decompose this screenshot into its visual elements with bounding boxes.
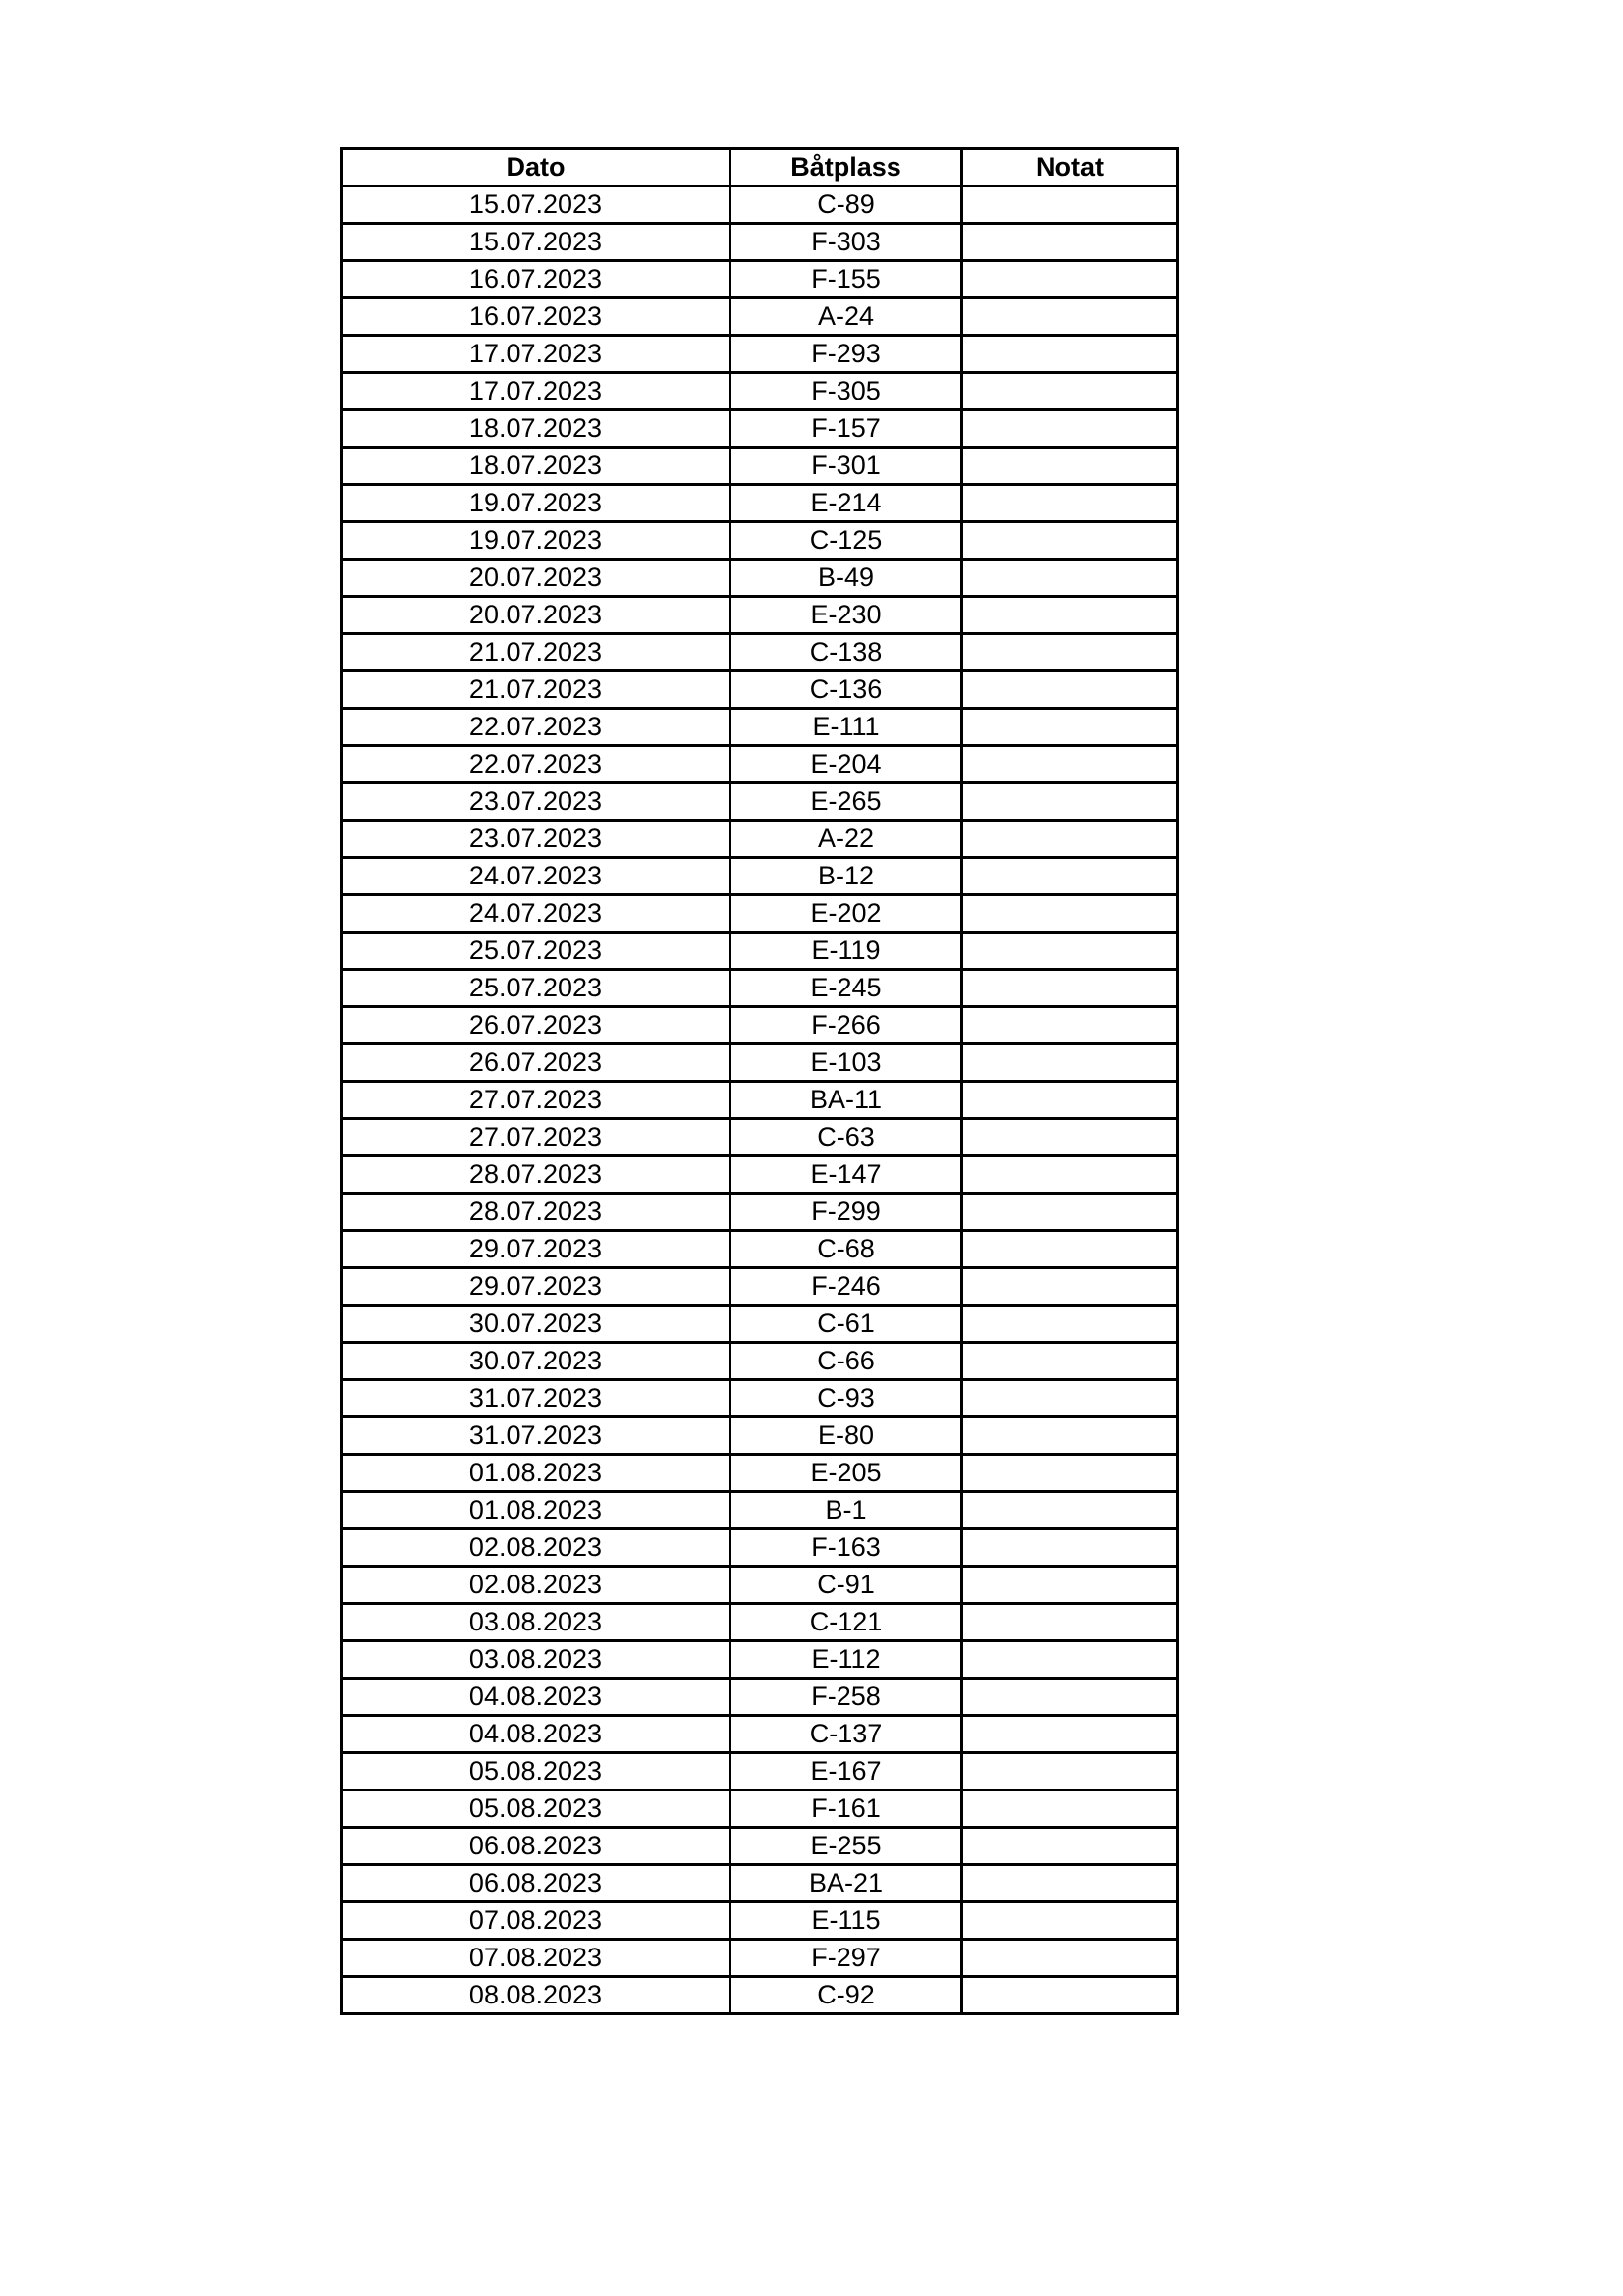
table-row bbox=[342, 1790, 1178, 1828]
cell-batplass: E-147 bbox=[730, 1156, 962, 1194]
cell-dato: 31.07.2023 bbox=[342, 1380, 730, 1417]
table-row bbox=[342, 634, 1178, 671]
table-row bbox=[342, 522, 1178, 560]
table-row bbox=[342, 1716, 1178, 1753]
table-row bbox=[342, 597, 1178, 634]
cell-notat bbox=[962, 187, 1178, 224]
cell-batplass: C-89 bbox=[730, 187, 962, 224]
cell-notat bbox=[962, 1306, 1178, 1343]
cell-batplass: F-161 bbox=[730, 1790, 962, 1828]
cell-batplass: F-163 bbox=[730, 1529, 962, 1567]
cell-batplass: E-204 bbox=[730, 746, 962, 783]
cell-batplass: F-301 bbox=[730, 448, 962, 485]
cell-dato: 16.07.2023 bbox=[342, 298, 730, 336]
cell-batplass: F-305 bbox=[730, 373, 962, 410]
cell-batplass: BA-11 bbox=[730, 1082, 962, 1119]
cell-batplass: C-92 bbox=[730, 1977, 962, 2014]
cell-batplass: A-22 bbox=[730, 821, 962, 858]
cell-batplass: B-12 bbox=[730, 858, 962, 895]
table-row bbox=[342, 1865, 1178, 1902]
cell-notat bbox=[962, 1679, 1178, 1716]
cell-dato: 31.07.2023 bbox=[342, 1417, 730, 1455]
schedule-table bbox=[340, 147, 1179, 2015]
cell-batplass: E-202 bbox=[730, 895, 962, 933]
table-row bbox=[342, 448, 1178, 485]
table-row bbox=[342, 1343, 1178, 1380]
cell-dato: 22.07.2023 bbox=[342, 709, 730, 746]
cell-notat bbox=[962, 1455, 1178, 1492]
table-row bbox=[342, 298, 1178, 336]
cell-notat bbox=[962, 373, 1178, 410]
table-row bbox=[342, 1007, 1178, 1044]
cell-dato: 18.07.2023 bbox=[342, 448, 730, 485]
cell-batplass: C-91 bbox=[730, 1567, 962, 1604]
cell-batplass: E-214 bbox=[730, 485, 962, 522]
cell-batplass: F-246 bbox=[730, 1268, 962, 1306]
table-row bbox=[342, 1679, 1178, 1716]
cell-dato: 24.07.2023 bbox=[342, 858, 730, 895]
cell-batplass: C-136 bbox=[730, 671, 962, 709]
table-row bbox=[342, 1156, 1178, 1194]
table-row bbox=[342, 858, 1178, 895]
cell-notat bbox=[962, 1828, 1178, 1865]
cell-dato: 19.07.2023 bbox=[342, 522, 730, 560]
table-row bbox=[342, 895, 1178, 933]
cell-notat bbox=[962, 1417, 1178, 1455]
cell-dato: 05.08.2023 bbox=[342, 1790, 730, 1828]
cell-batplass: C-63 bbox=[730, 1119, 962, 1156]
cell-notat bbox=[962, 1492, 1178, 1529]
table-row bbox=[342, 560, 1178, 597]
cell-batplass: E-265 bbox=[730, 783, 962, 821]
header-notat: Notat bbox=[962, 149, 1178, 187]
cell-notat bbox=[962, 1902, 1178, 1940]
table-body bbox=[342, 187, 1178, 2014]
cell-dato: 15.07.2023 bbox=[342, 224, 730, 261]
cell-dato: 08.08.2023 bbox=[342, 1977, 730, 2014]
cell-batplass: C-68 bbox=[730, 1231, 962, 1268]
cell-batplass: C-93 bbox=[730, 1380, 962, 1417]
cell-dato: 29.07.2023 bbox=[342, 1268, 730, 1306]
table-row bbox=[342, 1567, 1178, 1604]
cell-batplass: E-115 bbox=[730, 1902, 962, 1940]
table-row bbox=[342, 1306, 1178, 1343]
cell-notat bbox=[962, 1194, 1178, 1231]
cell-batplass: E-205 bbox=[730, 1455, 962, 1492]
cell-notat bbox=[962, 448, 1178, 485]
cell-dato: 27.07.2023 bbox=[342, 1119, 730, 1156]
cell-dato: 01.08.2023 bbox=[342, 1455, 730, 1492]
table-row bbox=[342, 671, 1178, 709]
cell-notat bbox=[962, 1865, 1178, 1902]
table-row bbox=[342, 1231, 1178, 1268]
cell-batplass: B-1 bbox=[730, 1492, 962, 1529]
cell-batplass: F-293 bbox=[730, 336, 962, 373]
cell-batplass: BA-21 bbox=[730, 1865, 962, 1902]
table-row bbox=[342, 1194, 1178, 1231]
cell-notat bbox=[962, 485, 1178, 522]
cell-batplass: E-167 bbox=[730, 1753, 962, 1790]
cell-dato: 02.08.2023 bbox=[342, 1529, 730, 1567]
cell-batplass: C-137 bbox=[730, 1716, 962, 1753]
table-row bbox=[342, 1082, 1178, 1119]
cell-dato: 29.07.2023 bbox=[342, 1231, 730, 1268]
table-row bbox=[342, 1604, 1178, 1641]
cell-notat bbox=[962, 821, 1178, 858]
cell-dato: 30.07.2023 bbox=[342, 1306, 730, 1343]
cell-batplass: A-24 bbox=[730, 298, 962, 336]
table-row bbox=[342, 1753, 1178, 1790]
cell-dato: 24.07.2023 bbox=[342, 895, 730, 933]
cell-dato: 01.08.2023 bbox=[342, 1492, 730, 1529]
cell-notat bbox=[962, 895, 1178, 933]
cell-dato: 28.07.2023 bbox=[342, 1156, 730, 1194]
cell-notat bbox=[962, 522, 1178, 560]
cell-notat bbox=[962, 671, 1178, 709]
table-row bbox=[342, 373, 1178, 410]
table-row bbox=[342, 783, 1178, 821]
cell-dato: 07.08.2023 bbox=[342, 1902, 730, 1940]
cell-dato: 27.07.2023 bbox=[342, 1082, 730, 1119]
table-row bbox=[342, 1119, 1178, 1156]
table-row bbox=[342, 1492, 1178, 1529]
cell-batplass: C-61 bbox=[730, 1306, 962, 1343]
cell-notat bbox=[962, 1119, 1178, 1156]
cell-notat bbox=[962, 1082, 1178, 1119]
cell-batplass: E-80 bbox=[730, 1417, 962, 1455]
cell-notat bbox=[962, 933, 1178, 970]
cell-dato: 20.07.2023 bbox=[342, 597, 730, 634]
cell-dato: 17.07.2023 bbox=[342, 373, 730, 410]
table-row bbox=[342, 1641, 1178, 1679]
cell-notat bbox=[962, 1156, 1178, 1194]
table-row bbox=[342, 1455, 1178, 1492]
table-row bbox=[342, 1044, 1178, 1082]
table-row bbox=[342, 970, 1178, 1007]
cell-notat bbox=[962, 410, 1178, 448]
cell-notat bbox=[962, 560, 1178, 597]
table-row bbox=[342, 1417, 1178, 1455]
table-row bbox=[342, 485, 1178, 522]
table-row bbox=[342, 410, 1178, 448]
cell-dato: 04.08.2023 bbox=[342, 1679, 730, 1716]
table-row bbox=[342, 187, 1178, 224]
cell-notat bbox=[962, 634, 1178, 671]
table-row bbox=[342, 1828, 1178, 1865]
cell-batplass: C-66 bbox=[730, 1343, 962, 1380]
cell-batplass: E-111 bbox=[730, 709, 962, 746]
cell-notat bbox=[962, 1380, 1178, 1417]
table-row bbox=[342, 821, 1178, 858]
cell-batplass: E-119 bbox=[730, 933, 962, 970]
cell-dato: 04.08.2023 bbox=[342, 1716, 730, 1753]
cell-notat bbox=[962, 709, 1178, 746]
cell-dato: 26.07.2023 bbox=[342, 1007, 730, 1044]
cell-notat bbox=[962, 1567, 1178, 1604]
cell-dato: 16.07.2023 bbox=[342, 261, 730, 298]
cell-dato: 23.07.2023 bbox=[342, 783, 730, 821]
cell-dato: 25.07.2023 bbox=[342, 933, 730, 970]
cell-notat bbox=[962, 298, 1178, 336]
table-row bbox=[342, 709, 1178, 746]
cell-notat bbox=[962, 1343, 1178, 1380]
cell-batplass: F-157 bbox=[730, 410, 962, 448]
cell-batplass: E-112 bbox=[730, 1641, 962, 1679]
cell-dato: 05.08.2023 bbox=[342, 1753, 730, 1790]
cell-dato: 23.07.2023 bbox=[342, 821, 730, 858]
cell-dato: 20.07.2023 bbox=[342, 560, 730, 597]
cell-notat bbox=[962, 1940, 1178, 1977]
cell-batplass: C-125 bbox=[730, 522, 962, 560]
table-row bbox=[342, 1902, 1178, 1940]
table-row bbox=[342, 336, 1178, 373]
cell-dato: 22.07.2023 bbox=[342, 746, 730, 783]
cell-notat bbox=[962, 783, 1178, 821]
cell-dato: 07.08.2023 bbox=[342, 1940, 730, 1977]
cell-dato: 03.08.2023 bbox=[342, 1604, 730, 1641]
cell-notat bbox=[962, 261, 1178, 298]
header-row bbox=[342, 149, 1178, 187]
cell-notat bbox=[962, 224, 1178, 261]
table-header bbox=[342, 149, 1178, 187]
cell-notat bbox=[962, 746, 1178, 783]
cell-dato: 17.07.2023 bbox=[342, 336, 730, 373]
cell-dato: 15.07.2023 bbox=[342, 187, 730, 224]
cell-batplass: B-49 bbox=[730, 560, 962, 597]
header-batplass: Båtplass bbox=[730, 149, 962, 187]
cell-dato: 19.07.2023 bbox=[342, 485, 730, 522]
cell-notat bbox=[962, 1716, 1178, 1753]
cell-dato: 30.07.2023 bbox=[342, 1343, 730, 1380]
table-row bbox=[342, 224, 1178, 261]
cell-batplass: F-299 bbox=[730, 1194, 962, 1231]
table-row bbox=[342, 746, 1178, 783]
cell-notat bbox=[962, 1529, 1178, 1567]
cell-notat bbox=[962, 1268, 1178, 1306]
cell-notat bbox=[962, 1604, 1178, 1641]
cell-batplass: F-258 bbox=[730, 1679, 962, 1716]
table-row bbox=[342, 1380, 1178, 1417]
cell-batplass: C-121 bbox=[730, 1604, 962, 1641]
cell-batplass: C-138 bbox=[730, 634, 962, 671]
cell-batplass: E-230 bbox=[730, 597, 962, 634]
cell-dato: 28.07.2023 bbox=[342, 1194, 730, 1231]
cell-notat bbox=[962, 1790, 1178, 1828]
cell-dato: 21.07.2023 bbox=[342, 671, 730, 709]
cell-dato: 03.08.2023 bbox=[342, 1641, 730, 1679]
cell-dato: 21.07.2023 bbox=[342, 634, 730, 671]
cell-notat bbox=[962, 1007, 1178, 1044]
table-row bbox=[342, 261, 1178, 298]
cell-batplass: E-255 bbox=[730, 1828, 962, 1865]
header-dato: Dato bbox=[342, 149, 730, 187]
cell-batplass: F-155 bbox=[730, 261, 962, 298]
cell-notat bbox=[962, 1641, 1178, 1679]
cell-batplass: E-103 bbox=[730, 1044, 962, 1082]
cell-notat bbox=[962, 597, 1178, 634]
table-row bbox=[342, 933, 1178, 970]
cell-notat bbox=[962, 336, 1178, 373]
table-row bbox=[342, 1940, 1178, 1977]
cell-notat bbox=[962, 858, 1178, 895]
cell-notat bbox=[962, 970, 1178, 1007]
cell-dato: 26.07.2023 bbox=[342, 1044, 730, 1082]
cell-dato: 02.08.2023 bbox=[342, 1567, 730, 1604]
cell-dato: 25.07.2023 bbox=[342, 970, 730, 1007]
cell-notat bbox=[962, 1044, 1178, 1082]
cell-batplass: F-266 bbox=[730, 1007, 962, 1044]
cell-notat bbox=[962, 1231, 1178, 1268]
cell-dato: 18.07.2023 bbox=[342, 410, 730, 448]
cell-batplass: F-297 bbox=[730, 1940, 962, 1977]
cell-notat bbox=[962, 1977, 1178, 2014]
cell-dato: 06.08.2023 bbox=[342, 1828, 730, 1865]
table-row bbox=[342, 1268, 1178, 1306]
cell-batplass: F-303 bbox=[730, 224, 962, 261]
table-row bbox=[342, 1977, 1178, 2014]
cell-batplass: E-245 bbox=[730, 970, 962, 1007]
cell-dato: 06.08.2023 bbox=[342, 1865, 730, 1902]
cell-notat bbox=[962, 1753, 1178, 1790]
table-row bbox=[342, 1529, 1178, 1567]
